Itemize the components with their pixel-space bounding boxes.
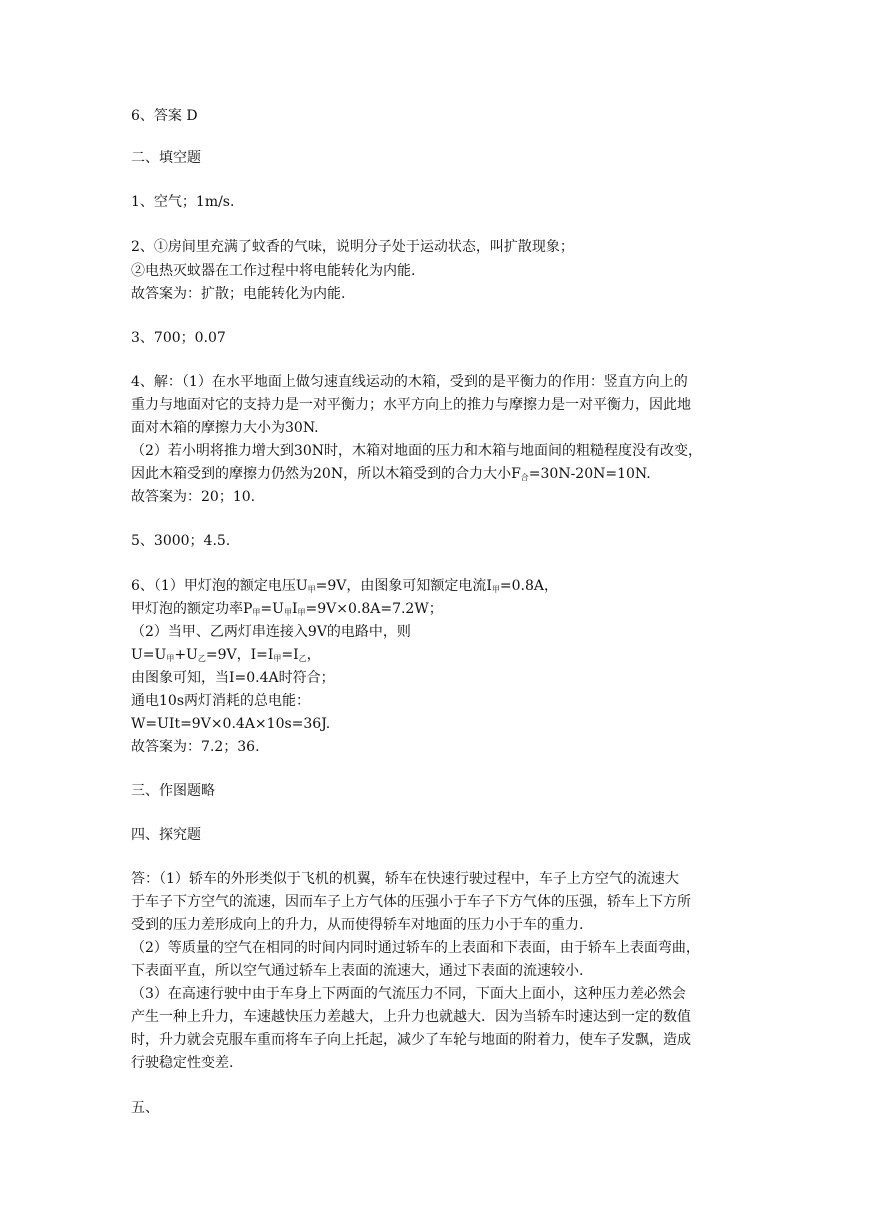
section-fill-blank-heading: 二、填空题: [131, 150, 201, 166]
answer-4-line-5: 因此木箱受到的摩擦力仍然为20N，所以木箱受到的合力大小$F_合=30N-20N=10N$.: [131, 466, 651, 482]
answer-6-line-2: 甲灯泡的额定功率$P_甲=U_甲I_甲=9V\times 0.8A=7.2W$；: [131, 601, 443, 617]
answer-6-line-5: 由图象可知，当I=0.4A时符合；: [131, 670, 335, 686]
inquiry-line-7: 产生一种上升力，车速越快压力差越大，上升力也就越大．因为当轿车时速达到一定的数值: [131, 1009, 691, 1025]
inquiry-line-1: 答：（1）轿车的外形类似于飞机的机翼，轿车在快速行驶过程中，车子上方空气的流速大: [131, 871, 679, 887]
inquiry-line-5: 下表面平直，所以空气通过轿车上表面的流速大，通过下表面的流速较小.: [131, 963, 584, 979]
answer-4-line-1: 4、解：（1）在水平地面上做匀速直线运动的木箱，受到的是平衡力的作用：竖直方向上的: [131, 374, 688, 390]
answer-4-line-2: 重力与地面对它的支持力是一对平衡力；水平方向上的推力与摩擦力是一对平衡力，因此地: [131, 397, 691, 413]
answer-6-line-7: W=UIt=9V×0.4A×10s=36J.: [131, 716, 331, 732]
inquiry-line-2: 于车子下方空气的流速，因而车子上方气体的压强小于车子下方气体的压强，轿车上下方所: [131, 894, 691, 910]
section-drawing-heading: 三、作图题略: [131, 783, 215, 799]
inquiry-line-9: 行驶稳定性变差.: [131, 1055, 234, 1071]
inquiry-line-4: （2）等质量的空气在相同的时间内同时通过轿车的上表面和下表面，由于轿车上表面弯曲，: [131, 940, 700, 956]
answer-5: 5、3000；4.5.: [131, 533, 231, 549]
answer-4-line-3: 面对木箱的摩擦力大小为30N.: [131, 420, 319, 436]
answer-3: 3、700；0.07: [131, 330, 226, 346]
answer-2-line-1: 2、①房间里充满了蚊香的气味，说明分子处于运动状态，叫扩散现象；: [131, 239, 574, 255]
answer-6-line-8: 故答案为：7.2；36.: [131, 739, 260, 755]
answer-4-line-6: 故答案为：20；10.: [131, 489, 256, 505]
inquiry-line-8: 时，升力就会克服车重而将车子向上托起，减少了车轮与地面的附着力，使车子发飘，造成: [131, 1032, 691, 1048]
answer-2-line-3: 故答案为：扩散；电能转化为内能.: [131, 286, 346, 302]
answer-2-line-2: ②电热灭蚊器在工作过程中将电能转化为内能.: [131, 263, 416, 279]
inquiry-line-6: （3）在高速行驶中由于车身上下两面的气流压力不同，下面大上面小，这种压力差必然会: [131, 986, 686, 1002]
answer-6-line-3: （2）当甲、乙两灯串连接入9V的电路中，则: [131, 624, 411, 640]
answer-1: 1、空气；1m/s.: [131, 194, 235, 210]
answer-6-choice: 6、答案 D: [131, 108, 198, 124]
section-inquiry-heading: 四、探究题: [131, 827, 201, 843]
inquiry-line-3: 受到的压力差形成向上的升力，从而使得轿车对地面的压力小于车的重力.: [131, 917, 584, 933]
answer-6-line-6: 通电10s两灯消耗的总电能：: [131, 693, 310, 709]
answer-4-line-4: （2）若小明将推力增大到30N时，木箱对地面的压力和木箱与地面间的粗糙程度没有改变，: [131, 443, 702, 459]
answer-6-line-4: $U=U_甲+U_乙=9V$，$I=I_甲=I_乙$，: [131, 647, 321, 663]
answer-6-line-1: 6、（1）甲灯泡的额定电压$U_甲=9V$，由图象可知额定电流$I_甲=0.8A$，: [131, 578, 559, 594]
section-five-heading: 五、: [131, 1100, 159, 1116]
